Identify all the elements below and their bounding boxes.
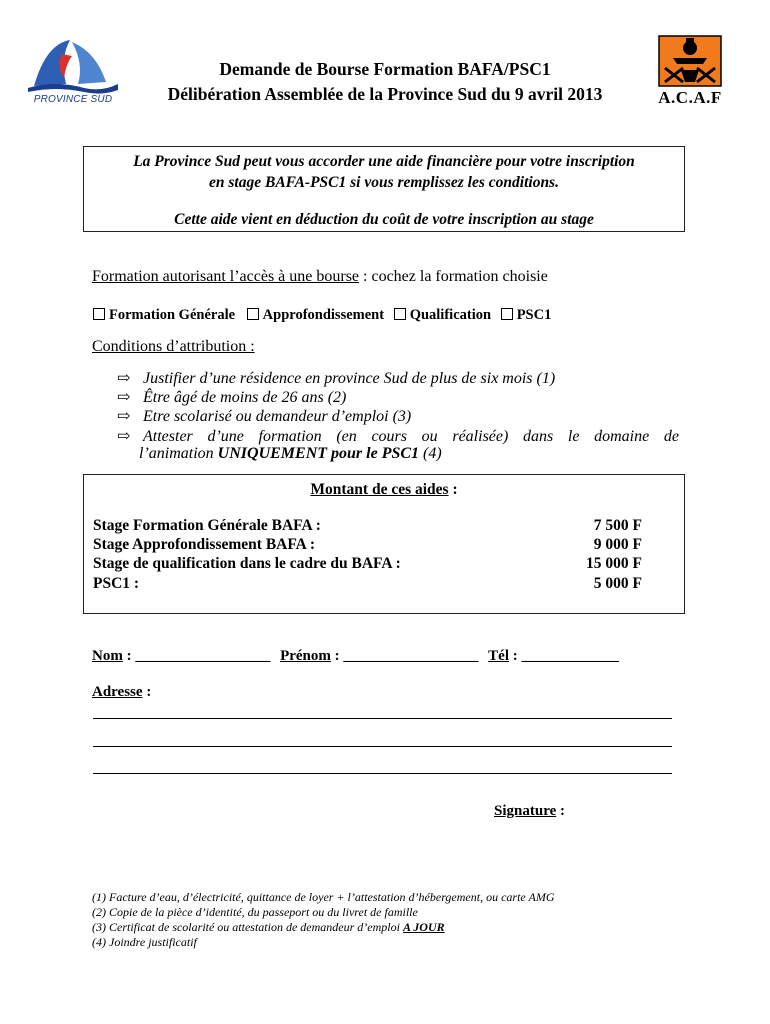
acaf-logo	[653, 34, 727, 110]
prenom-field[interactable]: Prénom : __________________	[280, 648, 479, 664]
document-title: Demande de Bourse Formation BAFA/PSC1	[219, 59, 551, 79]
acaf-emblem-icon	[653, 34, 727, 88]
acaf-logo-text: A.C.A.F	[658, 88, 722, 107]
info-line-2: en stage BAFA-PSC1 si vous remplissez les conditions.	[209, 174, 559, 191]
nom-field[interactable]: Nom : __________________	[92, 648, 271, 664]
amount-value-qualification: 15 000 F	[586, 555, 642, 572]
footnote-3: (3) Certificat de scolarité ou attestation de demandeur d’emploi A JOUR	[92, 920, 445, 934]
option-qualification[interactable]: Qualification	[394, 307, 491, 323]
checkbox-psc1[interactable]	[501, 308, 513, 320]
arrow-icon: ⇨	[117, 370, 131, 387]
document-subtitle: Délibération Assemblée de la Province Sud du 9 avril 2013	[167, 84, 603, 104]
condition-item-4: ⇨ Attester d’une formation (en cours ou réalisée) dans le domaine de	[117, 428, 679, 445]
identity-row	[92, 648, 619, 665]
option-approfondissement[interactable]: Approfondissement	[247, 307, 384, 323]
province-sud-logo	[26, 34, 120, 110]
condition-item-2: ⇨ Être âgé de moins de 26 ans (2)	[117, 389, 347, 406]
adresse-label-row: Adresse :	[92, 684, 152, 700]
formation-options	[93, 307, 551, 324]
adresse-line-3[interactable]	[93, 773, 672, 774]
formation-label: Formation autorisant l’accès à une bourse	[92, 268, 360, 285]
amount-label-psc1: PSC1 :	[93, 575, 140, 592]
checkbox-qualification[interactable]	[394, 308, 406, 320]
amount-value-formation-generale: 7 500 F	[593, 517, 642, 534]
province-sud-logo-text: PROVINCE SUD	[33, 94, 113, 105]
arrow-icon: ⇨	[117, 428, 131, 445]
amounts-box	[83, 474, 685, 614]
amount-label-qualification: Stage de qualification dans le cadre du BAFA :	[93, 555, 401, 572]
condition-item-4-continued: l’animation UNIQUEMENT pour le PSC1 (4)	[139, 445, 442, 462]
checkbox-approfondissement[interactable]	[247, 308, 259, 320]
formation-instruction: : cochez la formation choisie	[359, 268, 548, 285]
footnote-4: (4) Joindre justificatif	[92, 935, 197, 949]
info-box	[83, 146, 685, 232]
amount-label-formation-generale: Stage Formation Générale BAFA :	[93, 517, 321, 534]
info-line-3: Cette aide vient en déduction du coût de votre inscription au stage	[174, 211, 594, 228]
adresse-line-1[interactable]	[93, 718, 672, 719]
option-formation-generale[interactable]: Formation Générale	[93, 307, 235, 323]
tel-field[interactable]: Tél : _____________	[488, 648, 619, 664]
amount-label-approfondissement: Stage Approfondissement BAFA :	[93, 536, 316, 553]
arrow-icon: ⇨	[117, 408, 131, 425]
formation-prompt	[92, 268, 548, 286]
condition-item-3: ⇨ Etre scolarisé ou demandeur d’emploi (3)	[117, 408, 412, 425]
condition-item-1: ⇨ Justifier d’une résidence en province Sud de plus de six mois (1)	[117, 370, 556, 387]
amount-value-psc1: 5 000 F	[593, 575, 642, 592]
info-line-1: La Province Sud peut vous accorder une aide financière pour votre inscription	[133, 153, 635, 170]
amounts-heading: Montant de ces aides :	[310, 481, 458, 498]
checkbox-formation-generale[interactable]	[93, 308, 105, 320]
amount-value-approfondissement: 9 000 F	[593, 536, 642, 553]
footnote-1: (1) Facture d’eau, d’électricité, quittance de loyer + l’attestation d’hébergement, ou carte AMG	[92, 890, 555, 904]
footnote-2: (2) Copie de la pièce d’identité, du passeport ou du livret de famille	[92, 905, 418, 919]
arrow-icon: ⇨	[117, 389, 131, 406]
option-psc1[interactable]: PSC1	[501, 307, 552, 323]
conditions-heading: Conditions d’attribution :	[92, 338, 255, 355]
province-sud-emblem-icon	[26, 34, 120, 96]
adresse-line-2[interactable]	[93, 746, 672, 747]
signature-field[interactable]: Signature :	[494, 803, 565, 819]
